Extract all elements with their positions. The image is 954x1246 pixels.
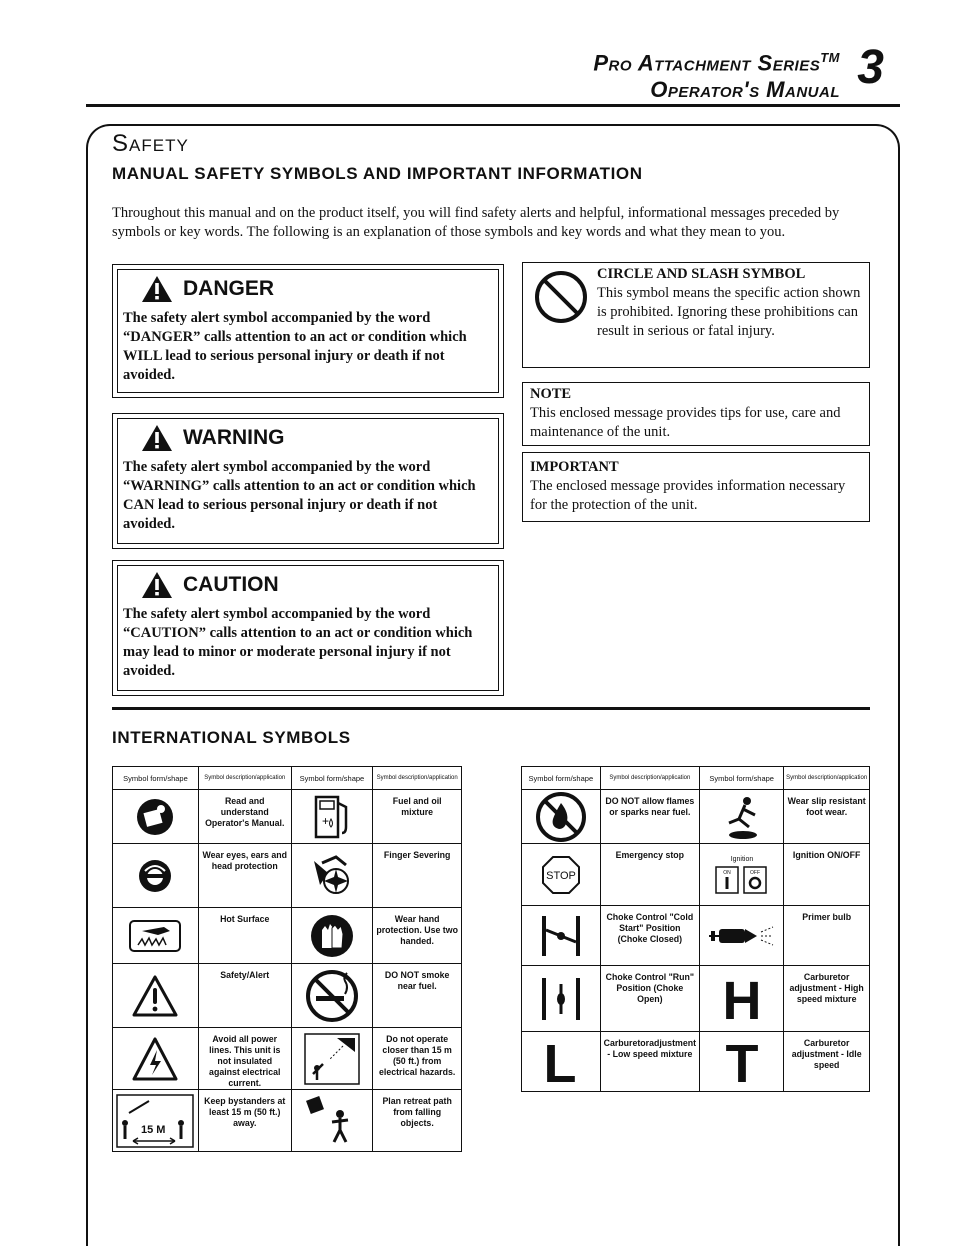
circle-slash-text: This symbol means the specific action shown is prohibited. Ignoring these prohibitions can result in serious or fatal injury. [597,285,861,339]
letter-l: L [543,1035,577,1088]
col-header-form: Symbol form/shape [291,767,373,790]
symbol-desc: Wear eyes, ears and head protection [198,844,291,908]
operating-distance-icon [303,1032,361,1086]
primer-bulb-icon [707,921,777,951]
trademark: TM [820,50,840,65]
symbol-desc: Choke Control "Cold Start" Position (Choke Closed) [600,906,699,966]
manual-title [593,44,840,103]
emergency-stop-icon [541,855,581,895]
col-header-form: Symbol form/shape [113,767,199,790]
circle-slash-box [522,262,870,368]
intro-paragraph: Throughout this manual and on the product itself, you will find safety alerts and helpful, informational messages preceded by symbols or key words. The following is an explanation of those symbols and key words and what they mean to you. [112,205,840,240]
symbol-desc: Safety/Alert [198,964,291,1028]
slip-resistant-footwear-icon [717,793,767,841]
international-symbols-title: INTERNATIONAL SYMBOLS [112,728,351,747]
choke-open-icon [538,974,584,1024]
page-number: 3 [857,41,884,94]
symbol-desc: Wear hand protection. Use two handed. [373,908,462,964]
stop-label: STOP [545,869,576,882]
header-rule [86,104,900,107]
title-line-1: Pro Attachment Series [593,50,821,76]
no-flames-icon [535,791,587,843]
safety-alert-icon [141,424,173,452]
symbols-table-left [112,766,462,1152]
section-title: Safety [112,130,189,157]
hot-surface-icon [128,919,182,953]
safety-alert-icon [141,275,173,303]
symbols-table-right [521,766,870,1092]
symbol-desc: Emergency stop [600,844,699,906]
danger-word: DANGER [183,277,275,300]
symbol-desc: Carburetoradjustment - Low speed mixture [600,1032,699,1092]
important-box [522,452,870,522]
symbol-desc: Fuel and oil mixture [373,790,462,844]
choke-closed-icon [538,912,584,960]
low-speed-mixture-icon [538,1036,584,1088]
finger-severing-icon [308,853,356,899]
symbol-desc: DO NOT allow flames or sparks near fuel. [600,790,699,844]
safety-alert-icon [131,974,179,1018]
on-label: ON [722,869,731,876]
danger-text: The safety alert symbol accompanied by the word “DANGER” calls attention to an act or condition which WILL lead to serious personal injury or death if not avoided. [123,310,467,383]
safety-alert-icon [141,571,173,599]
col-header-desc: Symbol description/application [373,767,462,790]
symbol-desc: Finger Severing [373,844,462,908]
symbol-desc: Plan retreat path from falling objects. [373,1090,462,1152]
fuel-oil-mixture-icon [310,793,354,841]
symbol-desc: Ignition ON/OFF [784,844,870,906]
idle-speed-icon [719,1036,765,1088]
col-header-form: Symbol form/shape [700,767,784,790]
distance-label: 15 M [141,1123,166,1136]
electrical-hazard-icon [131,1036,179,1082]
ignition-label: Ignition [730,855,753,863]
symbol-desc: Primer bulb [784,906,870,966]
symbol-desc: Carburetor adjustment - High speed mixture [784,966,870,1032]
symbol-desc: Carburetor adjustment - Idle speed [784,1032,870,1092]
section-divider [112,707,870,710]
important-title: IMPORTANT [530,459,619,475]
read-manual-icon [135,797,175,837]
important-text: The enclosed message provides information necessary for the protection of the unit. [530,478,846,513]
falling-objects-icon [304,1094,360,1148]
symbol-desc: Hot Surface [198,908,291,964]
col-header-form: Symbol form/shape [522,767,601,790]
caution-word: CAUTION [183,573,279,596]
caution-box [112,560,504,696]
warning-text: The safety alert symbol accompanied by the word “WARNING” calls attention to an act or condition which CAN lead to serious personal injury or death if not avoided. [123,459,476,532]
letter-h: H [722,972,762,1025]
symbol-desc: Wear slip resistant foot wear. [784,790,870,844]
caution-text: The safety alert symbol accompanied by the word “CAUTION” calls attention to an act or condition which may lead to minor or moderate personal injury if not avoided. [123,606,473,679]
letter-t: T [725,1035,759,1088]
head-protection-icon [138,859,172,893]
svg-text:+: + [321,813,329,828]
circle-slash-title: CIRCLE AND SLASH SYMBOL [597,266,806,282]
symbol-desc: Read and understand Operator's Manual. [198,790,291,844]
danger-box [112,264,504,398]
symbol-desc: DO NOT smoke near fuel. [373,964,462,1028]
symbol-desc: Avoid all power lines. This unit is not insulated against electrical current. [198,1028,291,1090]
bystander-distance-icon [115,1093,195,1149]
off-label: OFF [749,869,760,876]
title-line-2: Operator's Manual [650,77,840,103]
note-box [522,382,870,446]
warning-word: WARNING [183,426,285,449]
col-header-desc: Symbol description/application [198,767,291,790]
no-smoking-icon [305,969,359,1023]
ignition-switch-icon [712,853,772,897]
prohibition-icon [533,269,589,325]
symbol-desc: Do not operate closer than 15 m (50 ft.) from electrical hazards. [373,1028,462,1090]
col-header-desc: Symbol description/application [600,767,699,790]
section-subtitle: MANUAL SAFETY SYMBOLS AND IMPORTANT INFORMATION [112,164,643,183]
gloves-icon [310,914,354,958]
warning-box [112,413,504,549]
col-header-desc: Symbol description/application [784,767,870,790]
symbol-desc: Choke Control "Run" Position (Choke Open) [600,966,699,1032]
high-speed-mixture-icon [719,973,765,1025]
symbol-desc: Keep bystanders at least 15 m (50 ft.) away. [198,1090,291,1152]
note-title: NOTE [530,386,572,402]
note-text: This enclosed message provides tips for use, care and maintenance of the unit. [530,405,841,440]
